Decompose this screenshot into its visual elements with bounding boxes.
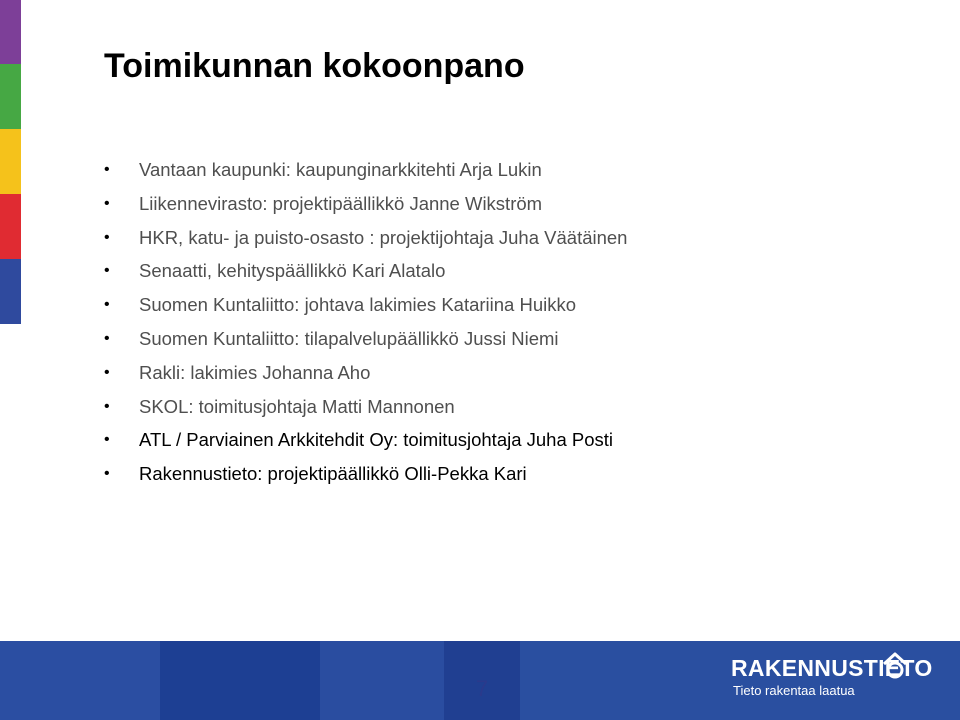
logo-wordmark: RAKENNUSTIETO	[731, 655, 933, 681]
bullet-text: SKOL: toimitusjohtaja Matti Mannonen	[139, 395, 455, 417]
footer-segment	[320, 641, 444, 720]
bullet-dot: •	[104, 296, 110, 314]
strip-band-purple	[0, 0, 21, 64]
bullet-dot: •	[104, 262, 110, 280]
bullet-list	[104, 153, 627, 491]
bullet-item	[104, 390, 627, 424]
logo-tagline: Tieto rakentaa laatua	[733, 683, 855, 698]
bullet-item	[104, 221, 627, 255]
bullet-text: Liikennevirasto: projektipäällikkö Janne Wikström	[139, 192, 543, 214]
bullet-dot: •	[104, 465, 110, 483]
strip-band-yellow	[0, 129, 21, 194]
color-strip	[0, 0, 21, 324]
strip-band-red	[0, 194, 21, 259]
bullet-text: Suomen Kuntaliitto: tilapalvelupäällikkö Jussi Niemi	[139, 327, 559, 349]
bullet-item	[104, 254, 627, 288]
bullet-dot: •	[104, 194, 110, 212]
strip-band-green	[0, 64, 21, 129]
bullet-dot: •	[104, 397, 110, 415]
bullet-item	[104, 288, 627, 322]
page-number: 7	[475, 676, 489, 701]
bullet-text: Rakli: lakimies Johanna Aho	[139, 361, 371, 383]
house-icon	[881, 651, 909, 681]
bullet-item	[104, 457, 627, 491]
strip-band-blue	[0, 259, 21, 324]
rakennustieto-logo	[731, 651, 931, 711]
bullet-text: Vantaan kaupunki: kaupunginarkkitehti Arja Lukin	[139, 159, 542, 180]
bullet-text: Suomen Kuntaliitto: johtava lakimies Katariina Huikko	[139, 294, 577, 316]
bullet-dot: •	[104, 329, 110, 347]
bullet-dot: •	[104, 431, 110, 449]
bullet-item	[104, 423, 627, 457]
bullet-item	[104, 356, 627, 390]
bullet-dot: •	[104, 363, 110, 381]
footer-segment	[0, 641, 160, 720]
bullet-item	[104, 153, 627, 187]
bullet-dot: •	[104, 228, 110, 246]
bullet-text: ATL / Parviainen Arkkitehdit Oy: toimitusjohtaja Juha Posti	[139, 429, 614, 451]
bullet-text: Senaatti, kehityspäällikkö Kari Alatalo	[139, 260, 446, 282]
bullet-text: Rakennustieto: projektipäällikkö Olli-Pekka Kari	[139, 463, 527, 485]
bullet-item	[104, 187, 627, 221]
bullet-dot: •	[104, 161, 110, 178]
bullet-item	[104, 322, 627, 356]
slide-title: Toimikunnan kokoonpano	[104, 47, 525, 85]
bullet-text: HKR, katu- ja puisto-osasto : projektijohtaja Juha Väätäinen	[139, 226, 628, 248]
footer-segment	[160, 641, 320, 720]
